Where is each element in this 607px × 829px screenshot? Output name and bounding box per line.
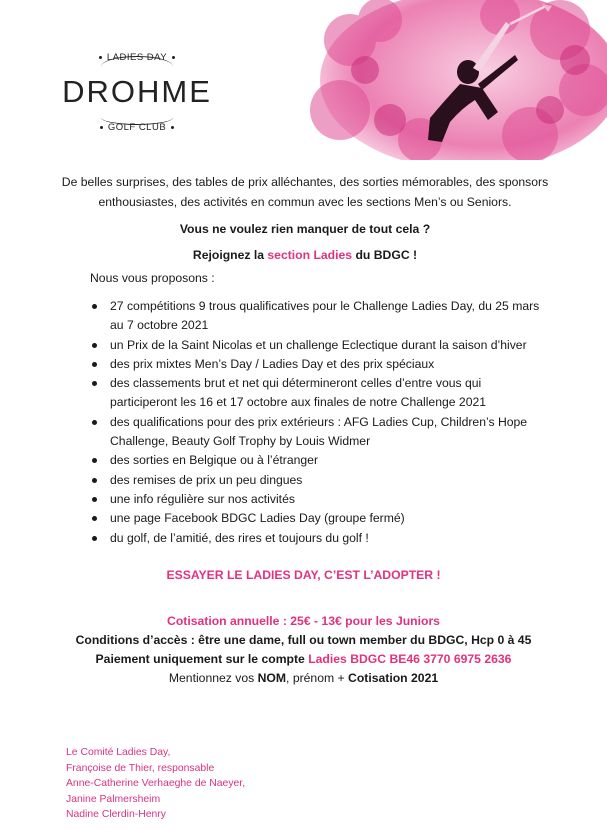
signature-line: Françoise de Thier, responsable <box>66 762 215 774</box>
list-item: une page Facebook BDGC Ladies Day (groupe fermé) <box>110 509 550 528</box>
logo-tagline-bottom: GOLF CLUB <box>62 122 212 133</box>
bank-account: Ladies BDGC BE46 3770 6975 2636 <box>308 652 512 666</box>
list-item: 27 compétitions 9 trous qualificatives pour le Challenge Ladies Day, du 25 mars au 7 octobre 2021 <box>110 297 550 336</box>
drohme-logo <box>62 52 212 138</box>
join-text <box>60 245 550 265</box>
payment-line <box>0 650 607 669</box>
payment-prefix: Paiement uniquement sur le compte <box>95 652 309 666</box>
propose-heading: Nous vous proposons : <box>90 271 215 285</box>
call-to-action: ESSAYER LE LADIES DAY, C’EST L’ADOPTER ! <box>166 568 441 582</box>
section-ladies-highlight: section Ladies <box>267 248 353 262</box>
golfer-photo <box>310 0 607 160</box>
signature-line: Janine Palmersheim <box>66 793 161 805</box>
logo-tagline-top: LADIES DAY <box>62 52 212 63</box>
fee-line: Cotisation annuelle : 25€ - 13€ pour les Juniors <box>167 614 440 628</box>
join-suffix: du BDGC ! <box>352 248 418 262</box>
list-item: des classements brut et net qui détermineront celles d’entre vous qui participeront les 16 et 17 octobre aux finales de notre Challenge 2021 <box>110 374 550 413</box>
conditions-line: Conditions d’accès : être une dame, full ou town member du BDGC, Hcp 0 à 45 <box>75 633 532 647</box>
logo-brand: DROHME <box>62 74 212 109</box>
signature-line: Nadine Clerdin-Henry <box>66 809 166 820</box>
list-item: des sorties en Belgique ou à l’étranger <box>110 451 550 470</box>
list-item: une info régulière sur nos activités <box>110 490 550 509</box>
offers-list <box>86 297 550 548</box>
list-item: des prix mixtes Men’s Day / Ladies Day et des prix spéciaux <box>110 355 550 374</box>
list-item: un Prix de la Saint Nicolas et un challenge Eclectique durant la saison d’hiver <box>110 336 550 355</box>
mention-cotisation: Cotisation 2021 <box>348 671 439 685</box>
mention-prefix: Mentionnez vos <box>168 671 258 685</box>
signature-block <box>66 745 245 823</box>
list-item: des qualifications pour des prix extérieurs : AFG Ladies Cup, Children’s Hope Challenge, Beauty Golf Trophy by Louis Widmer <box>110 413 550 452</box>
question-text: Vous ne voulez rien manquer de tout cela ? <box>179 222 431 236</box>
list-item: des remises de prix un peu dingues <box>110 471 550 490</box>
intro-text: De belles surprises, des tables de prix alléchantes, des sorties mémorables, des sponsors enthousiastes, des activités en commun avec les sections Men’s ou Seniors. <box>61 175 549 209</box>
signature-line: Le Comité Ladies Day, <box>66 747 171 758</box>
join-prefix: Rejoignez la <box>192 248 268 262</box>
mention-suffix: , prénom + <box>286 671 349 685</box>
list-item: du golf, de l’amitié, des rires et toujours du golf ! <box>110 529 550 548</box>
mention-line <box>0 669 607 688</box>
mention-name: NOM <box>257 671 287 685</box>
signature-line: Anne-Catherine Verhaeghe de Naeyer, <box>66 778 246 789</box>
